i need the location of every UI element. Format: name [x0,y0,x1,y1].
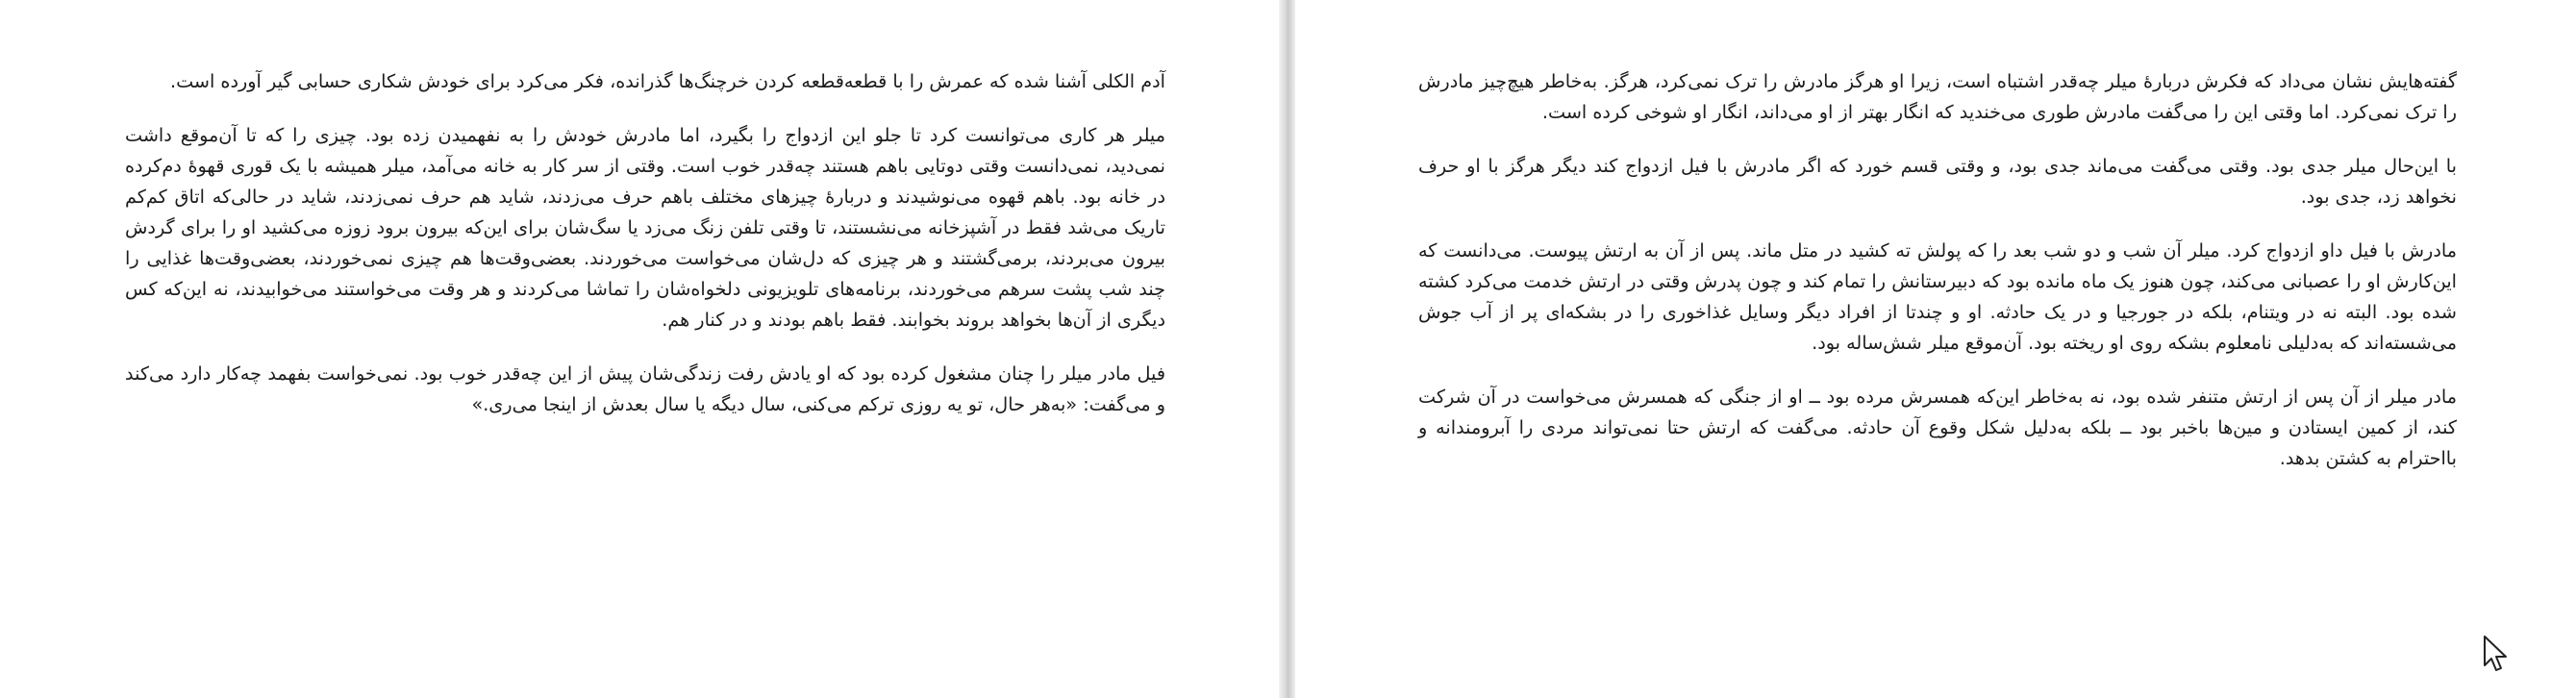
paragraph: آدم الکلی آشنا شده که عمرش را با قطعه‌قطعه کردن خرچنگ‌ها گذرانده، فکر می‌کرد برای خودش شکاری حسابی گیر آورده است. [169,70,1165,92]
paragraph: گفته‌هایش نشان می‌داد که فکرش دربارهٔ میلر چه‌قدر اشتباه است، زیرا او هرگز مادرش را ترک نمی‌کرد، هرگز. به‌خاطر هیچ‌چیز مادرش را ترک نمی‌کرد. اما وقتی این را می‌گفت مادرش طوری می‌خندید که انگار بهتر از او می‌داند، انگار او شوخی کرده است. [1418,70,2457,123]
right-page-text [1418,66,2457,497]
mouse-pointer-icon [2483,635,2510,675]
left-page [0,0,1279,698]
paragraph: میلر هر کاری می‌توانست کرد تا جلو این ازدواج را بگیرد، اما مادرش خودش را به نفهمیدن زده بود. چیزی را که تا آن‌موقع داشت نمی‌دید، نمی‌دانست وقتی دوتایی باهم هستند چه‌قدر خوب است. وقتی از سر کار به خانه می‌آمد، میلر همیشه با یک قوری قهوهٔ دم‌کرده در خانه بود. باهم قهوه می‌نوشیدند و دربارهٔ چیزهای مختلف باهم حرف می‌زدند، شاید هم حرف نمی‌زدند، شاید در حالی‌که اتاق کم‌کم تاریک می‌شد فقط در آشپزخانه می‌نشستند، تا وقتی تلفن زنگ می‌زد یا سگ‌شان برای این‌که بیرون برود زوزه می‌کشید او را برای گردش بیرون می‌بردند، برمی‌گشتند و هر چیزی که دل‌شان می‌خواست می‌خوردند. بعضی‌وقت‌ها هم چیزی نمی‌خوردند، بعضی‌وقت‌ها غذایی را چند شب پشت سرهم می‌خوردند، برنامه‌های تلویزیونی دلخواه‌شان را تماشا می‌کردند و هر وقت می‌خواستند می‌خوابیدند، نه این‌که کس دیگری از آن‌ها بخواهد بروند بخوابند. فقط باهم بودند و در کنار هم. [125,124,1165,331]
page-gutter [1279,0,1295,698]
paragraph: فیل مادر میلر را چنان مشغول کرده بود که او یادش رفت زندگی‌شان پیش از این چه‌قدر خوب بود. نمی‌خواست بفهمد چه‌کار دارد می‌کند و می‌گفت: «به‌هر حال، تو یه روزی ترکم می‌کنی، سال دیگه یا سال بعدش از اینجا می‌ری.» [125,362,1165,415]
paragraph: با این‌حال میلر جدی بود. وقتی می‌گفت می‌ماند جدی بود، و وقتی قسم خورد که اگر مادرش با فیل ازدواج کند دیگر هرگز با او حرف نخواهد زد، جدی بود. [1418,155,2457,208]
left-page-text [125,66,1165,443]
right-page [1295,0,2576,698]
paragraph: مادر میلر از آن پس از ارتش متنفر شده بود، نه به‌خاطر این‌که همسرش مرده بود ــ او از جنگی که همسرش می‌خواست در آن شرکت کند، از کمین ایستادن و مین‌ها باخبر بود ــ بلکه به‌دلیل شکل وقوع آن حادثه. می‌گفت که ارتش حتا نمی‌تواند مردی را آبرومندانه و بااحترام به کشتن بدهد. [1418,386,2457,469]
paragraph: مادرش با فیل داو ازدواج کرد. میلر آن شب و دو شب بعد را که پولش ته کشید در متل ماند. پس از آن به ارتش پیوست. می‌دانست که این‌کارش او را عصبانی می‌کند، چون هنوز یک ماه مانده بود که دبیرستانش را تمام کند و چون پدرش وقتی در ارتش خدمت می‌کرد کشته شده بود. البته نه در ویتنام، بلکه در جورجیا و در یک حادثه. او و چندتا از افراد دیگر وسایل غذاخوری را در بشکه‌ای پر از آب جوش می‌شسته‌اند که به‌دلیلی نامعلوم بشکه روی او ریخته بود. آن‌موقع میلر شش‌ساله بود. [1418,239,2457,354]
